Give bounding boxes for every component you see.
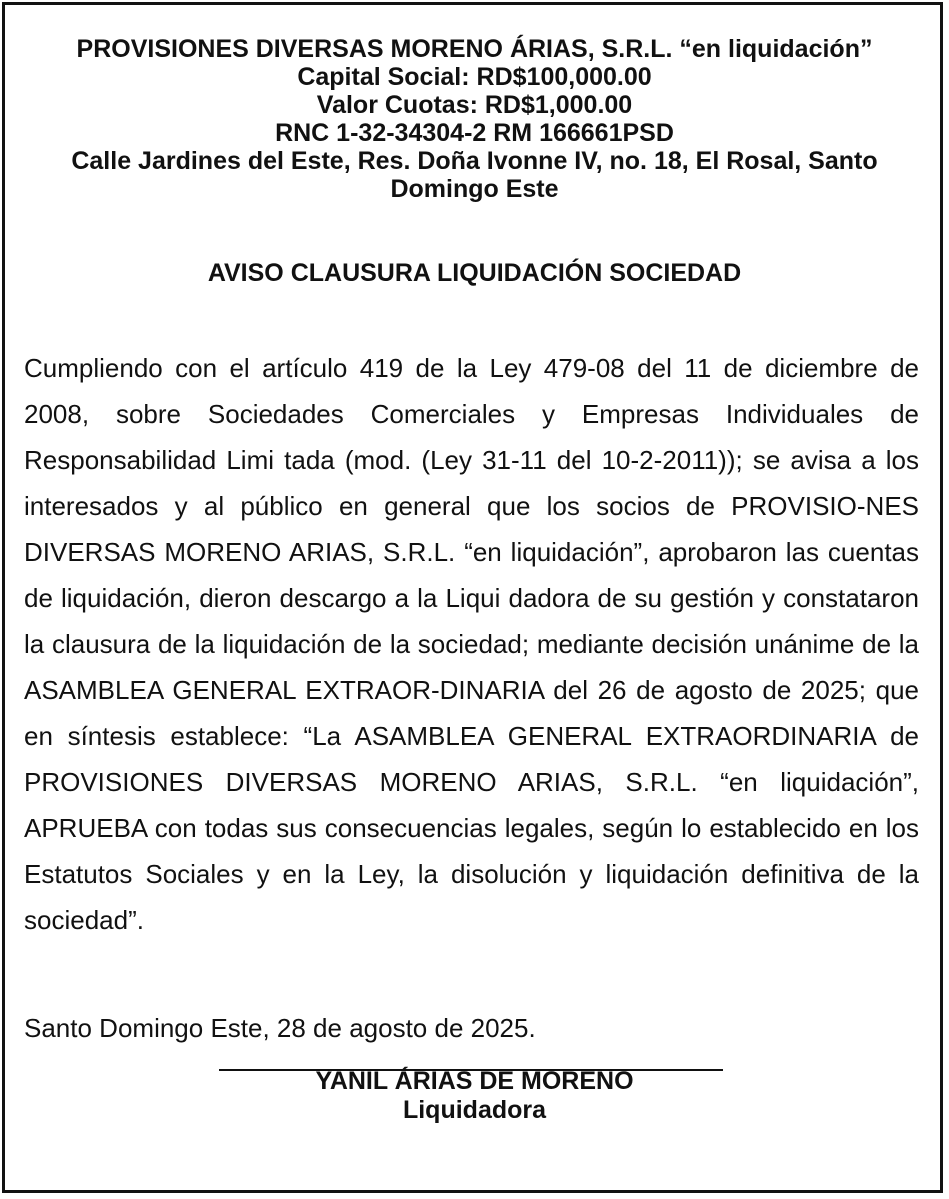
notice-title: AVISO CLAUSURA LIQUIDACIÓN SOCIEDAD xyxy=(207,259,742,287)
company-address: Calle Jardines del Este, Res. Doña Ivonne IV, no. 18, El Rosal, Santo Domingo Este xyxy=(71,147,878,203)
signer-name: YANIL ÁRIAS DE MORENO xyxy=(315,1067,634,1095)
signer-role: Liquidadora xyxy=(402,1096,547,1124)
valor-cuotas: Valor Cuotas: RD$1,000.00 xyxy=(316,91,633,119)
rnc-rm: RNC 1-32-34304-2 RM 166661PSD xyxy=(275,119,674,147)
company-header xyxy=(30,35,919,203)
company-name: PROVISIONES DIVERSAS MORENO ÁRIAS, S.R.L. “en liquidación” xyxy=(76,35,873,63)
place-date: Santo Domingo Este, 28 de agosto de 2025. xyxy=(24,1013,536,1043)
capital-social: Capital Social: RD$100,000.00 xyxy=(297,63,652,91)
signature-block xyxy=(200,1067,749,1125)
notice-body: Cumpliendo con el artículo 419 de la Ley 479-08 del 11 de diciembre de 2008, sobre Sociedades Comerciales y Empresas Individuales de Responsabilidad Limi tada (mod. (Ley 31-11 del 10-2-2011)); se avisa a los interesados y al público en general que los socios de PROVISIO-NES DIVERSAS MORENO ARIAS, S.R.L. “en liquidación”, aprobaron las cuentas de liquidación, dieron descargo a la Liqui dadora de su gestión y constataron la clausura de la liquidación de la sociedad; mediante decisión unánime de la ASAMBLEA GENERAL EXTRAOR-DINARIA del 26 de agosto de 2025; que en síntesis establece: “La ASAMBLEA GENERAL EXTRAORDINARIA de PROVISIONES DIVERSAS MORENO ARIAS, S.R.L. “en liquidación”, APRUEBA con todas sus consecuencias legales, según lo establecido en los Estatutos Sociales y en la Ley, la disolución y liquidación definitiva de la sociedad”. xyxy=(24,353,919,935)
